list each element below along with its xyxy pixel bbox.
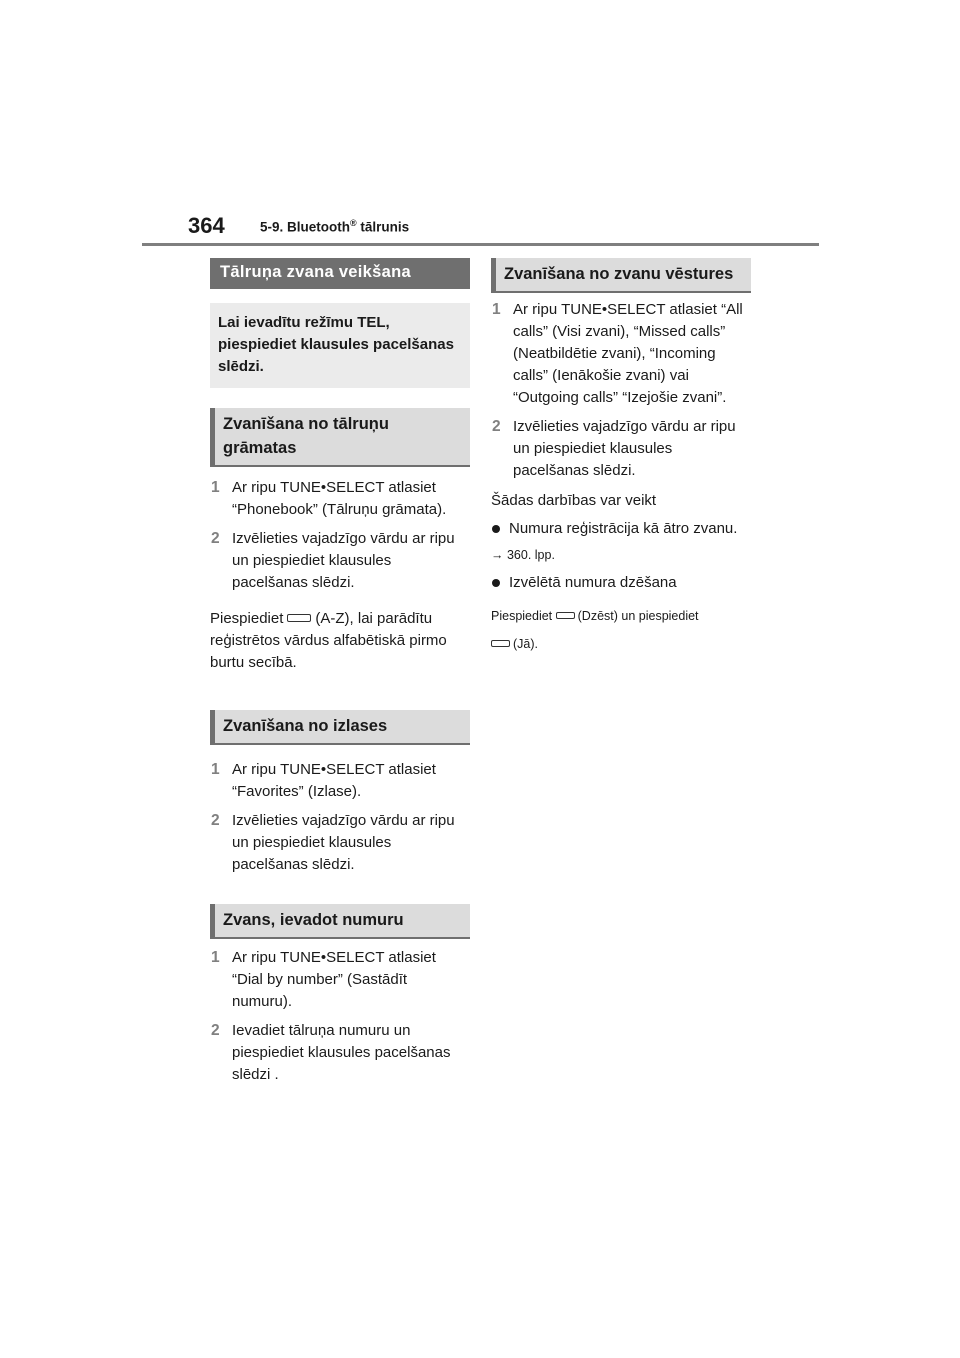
history-steps	[491, 299, 751, 482]
step-number: 1	[211, 479, 220, 496]
phonebook-note	[210, 608, 470, 674]
page-reference: → 360. lpp.	[491, 548, 555, 562]
section-suffix: tālrunis	[356, 219, 410, 235]
dial-steps	[210, 947, 470, 1086]
bullet-item	[491, 518, 751, 540]
section-banner: Tālruņa zvana veikšana	[210, 258, 470, 289]
bullet-text: Numura reģistrācija kā ātro zvanu.	[509, 520, 738, 537]
bullet-dot-icon	[492, 579, 500, 587]
para-before: Piespiediet	[210, 610, 284, 627]
step-number: 2	[211, 530, 220, 547]
step-text: Ar ripu TUNE•SELECT atlasiet “Favorites” (Izlase).	[232, 761, 436, 800]
delete-middle: (Dzēst) un piespiediet	[577, 609, 699, 623]
step-item	[210, 1020, 470, 1086]
step-text: Ar ripu TUNE•SELECT atlasiet “Dial by number” (Sastādīt numuru).	[232, 949, 436, 1010]
section-title	[260, 218, 409, 235]
actions-intro: Šādas darbības var veikt	[491, 492, 657, 509]
favorites-heading: Zvanīšana no izlases	[210, 710, 470, 745]
step-number: 1	[492, 301, 501, 318]
phonebook-heading: Zvanīšana no tālruņu grāmatas	[210, 408, 470, 467]
step-number: 2	[211, 812, 220, 829]
para-after: (A-Z), lai parādītu reģistrētos vārdus alfabētiskā pirmo burtu secībā.	[210, 610, 447, 671]
history-heading: Zvanīšana no zvanu vēstures	[491, 258, 751, 293]
step-item	[210, 477, 470, 521]
step-item	[210, 759, 470, 803]
step-item	[210, 947, 470, 1013]
registered-mark: ®	[350, 218, 357, 228]
step-text: Ar ripu TUNE•SELECT atlasiet “Phonebook” (Tālruņu grāmata).	[232, 479, 447, 518]
delete-after: (Jā).	[513, 637, 538, 651]
step-item	[210, 528, 470, 594]
delete-instruction	[491, 602, 751, 658]
step-item	[210, 810, 470, 876]
step-text: Ievadiet tālruņa numuru un piespiediet klausules pacelšanas slēdzi .	[232, 1022, 451, 1083]
bullet-item	[491, 572, 751, 594]
button-icon	[287, 614, 311, 622]
page-number: 364	[188, 213, 225, 238]
section-prefix: 5-9. Bluetooth	[260, 219, 350, 235]
right-column	[491, 258, 751, 658]
phonebook-steps	[210, 477, 470, 594]
header-rule	[142, 243, 819, 246]
step-text: Izvēlieties vajadzīgo vārdu ar ripu un piespiediet klausules pacelšanas slēdzi.	[513, 418, 736, 479]
step-item	[491, 416, 751, 482]
page-header	[0, 0, 960, 250]
button-icon	[556, 612, 575, 619]
step-number: 2	[492, 418, 501, 435]
step-number: 2	[211, 1022, 220, 1039]
step-text: Ar ripu TUNE•SELECT atlasiet “All calls” (Visi zvani), “Missed calls” (Neatbildētie zvani), “Incoming calls” (Ienākošie zvani) vai “Outgoing calls” “Izejošie zvani”.	[513, 301, 743, 406]
left-column	[210, 258, 470, 1093]
note-box: Lai ievadītu režīmu TEL, piespiediet klausules pacelšanas slēdzi.	[210, 303, 470, 388]
step-text: Izvēlieties vajadzīgo vārdu ar ripu un piespiediet klausules pacelšanas slēdzi.	[232, 812, 455, 873]
step-number: 1	[211, 949, 220, 966]
delete-before: Piespiediet	[491, 609, 553, 623]
favorites-steps	[210, 759, 470, 876]
dial-heading: Zvans, ievadot numuru	[210, 904, 470, 939]
step-text: Izvēlieties vajadzīgo vārdu ar ripu un piespiediet klausules pacelšanas slēdzi.	[232, 530, 455, 591]
bullet-dot-icon	[492, 525, 500, 533]
step-item	[491, 299, 751, 409]
step-number: 1	[211, 761, 220, 778]
bullet-text: Izvēlētā numura dzēšana	[509, 574, 677, 591]
button-icon	[491, 640, 510, 647]
